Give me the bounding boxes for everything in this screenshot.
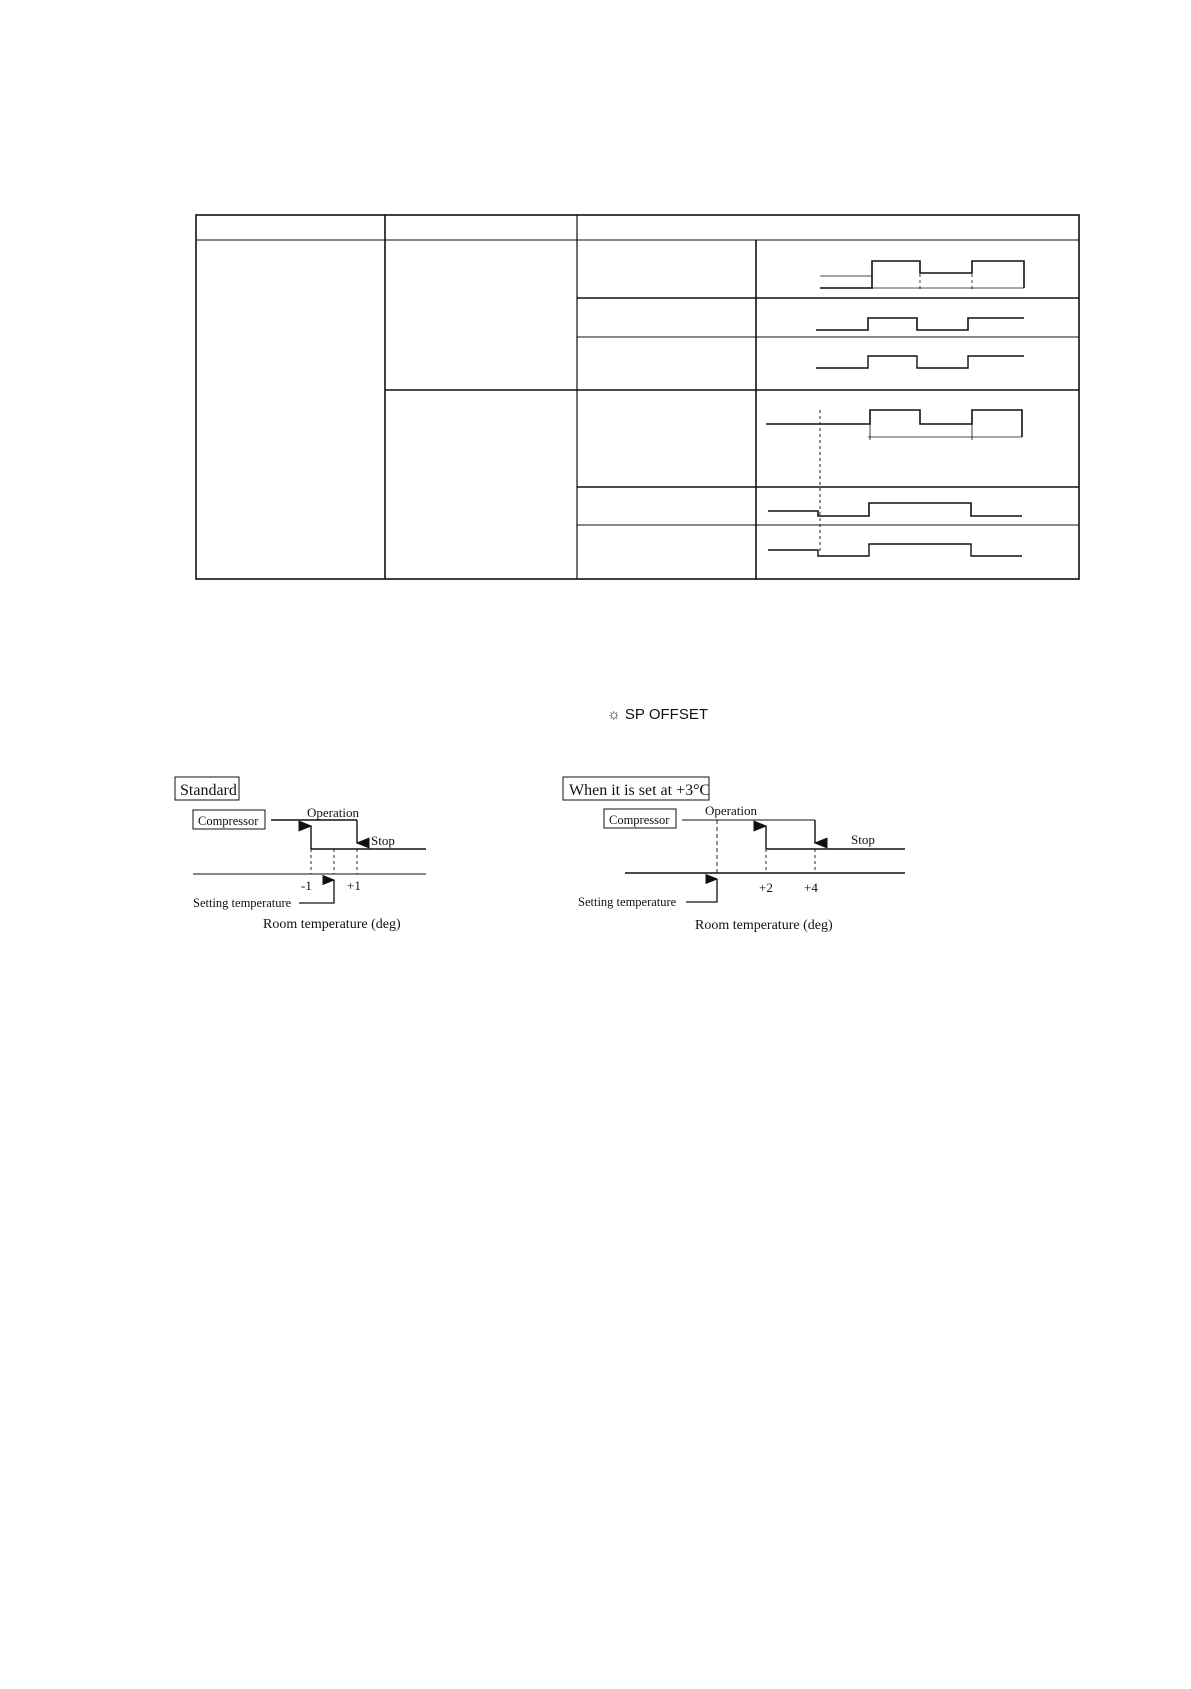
stop-label: Stop <box>371 833 395 848</box>
compressor-label: Compressor <box>609 813 670 827</box>
waveform-signal <box>768 503 1022 516</box>
operation-label: Operation <box>307 805 359 820</box>
offset-diagram <box>563 777 905 933</box>
stop-label: Stop <box>851 832 875 847</box>
tick-low: +2 <box>759 880 773 895</box>
setting-temperature-label: Setting temperature <box>578 895 677 909</box>
setting-temperature-label: Setting temperature <box>193 896 292 910</box>
waveform-signal <box>816 318 1024 330</box>
waveform-signal <box>816 356 1024 368</box>
operation-label: Operation <box>705 803 757 818</box>
tick-low: -1 <box>301 878 312 893</box>
tick-high: +4 <box>804 880 818 895</box>
waveform-signal <box>820 261 1024 288</box>
axis-label: Room temperature (deg) <box>695 918 833 933</box>
axis-label: Room temperature (deg) <box>263 917 401 932</box>
waveform-signal <box>768 544 1022 556</box>
sp-offset-label: ☼ SP OFFSET <box>607 706 708 723</box>
tick-high: +1 <box>347 878 361 893</box>
offset-title: When it is set at +3°C <box>569 782 711 799</box>
waveform-group-2 <box>766 410 1022 556</box>
standard-title: Standard <box>180 782 237 799</box>
waveform-signal <box>766 410 1022 437</box>
waveform-group-1 <box>816 261 1024 368</box>
compressor-label: Compressor <box>198 814 259 828</box>
setting-pointer <box>686 879 717 902</box>
table-frame <box>196 215 1079 579</box>
timing-table <box>196 215 1079 579</box>
standard-diagram <box>175 777 426 932</box>
